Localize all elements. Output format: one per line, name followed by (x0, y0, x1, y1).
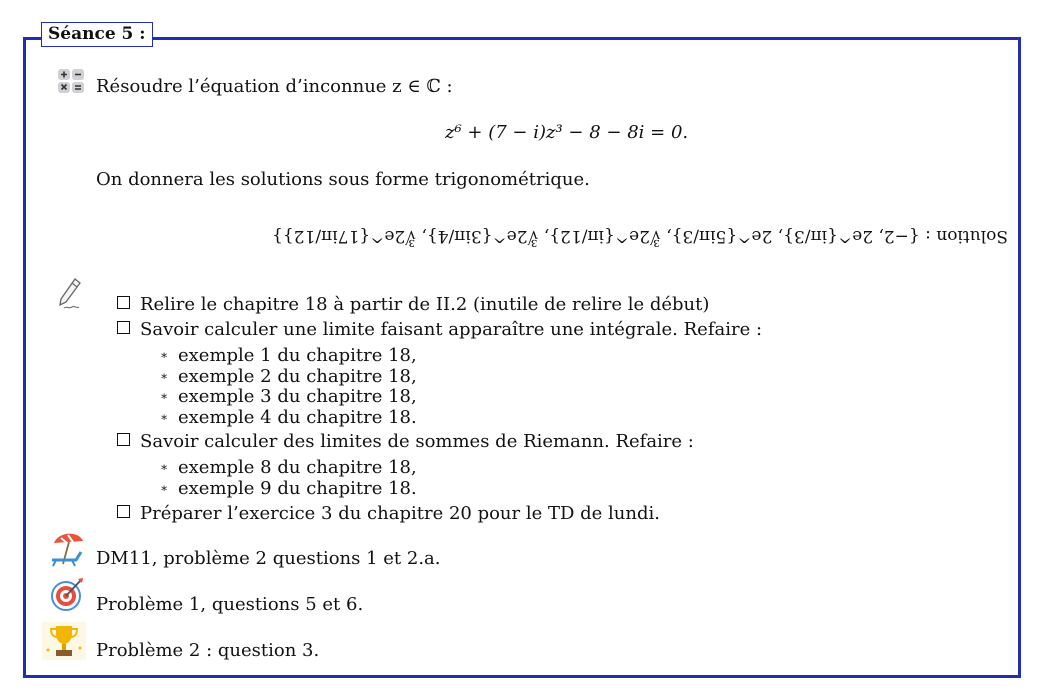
homework-trophy: Problème 2 : question 3. (96, 640, 320, 661)
list-item: ∗ exemple 3 du chapitre 18, (160, 386, 417, 407)
solution-upside-down: Solution : {−2, 2e^{iπ/3}, 2e^{5iπ/3}, ∛2e^{iπ/12}, ∛2e^{3iπ/4}, ∛2e^{17iπ/12}} (272, 226, 1008, 246)
checklist-item[interactable]: Relire le chapitre 18 à partir de II.2 (inutile de relire le début) (117, 294, 709, 315)
checkbox[interactable] (117, 505, 130, 518)
session-title: Séance 5 : (41, 22, 153, 47)
checklist-item[interactable]: Savoir calculer une limite faisant apparaître une intégrale. Refaire : (117, 319, 762, 340)
exercise-equation: z⁶ + (7 − i)z³ − 8 − 8i = 0. (445, 122, 689, 143)
exercise-prompt: Résoudre l’équation d’inconnue z ∈ ℂ : (96, 76, 453, 97)
pencil-icon (55, 277, 87, 313)
homework-dm: DM11, problème 2 questions 1 et 2.a. (96, 548, 441, 569)
checkbox[interactable] (117, 433, 130, 446)
target-icon (50, 576, 86, 612)
exercise-instruction: On donnera les solutions sous forme trigonométrique. (96, 169, 590, 190)
beach-chair-icon (50, 530, 86, 568)
checkbox[interactable] (117, 296, 130, 309)
list-item: ∗ exemple 8 du chapitre 18, (160, 457, 417, 478)
trophy-icon (42, 622, 86, 660)
homework-target: Problème 1, questions 5 et 6. (96, 594, 364, 615)
calculator-icon (57, 68, 85, 94)
list-item: ∗ exemple 9 du chapitre 18. (160, 478, 417, 499)
list-item: ∗ exemple 4 du chapitre 18. (160, 407, 417, 428)
checkbox[interactable] (117, 321, 130, 334)
checklist-item[interactable]: Préparer l’exercice 3 du chapitre 20 pour le TD de lundi. (117, 503, 660, 524)
list-item: ∗ exemple 1 du chapitre 18, (160, 345, 417, 366)
list-item: ∗ exemple 2 du chapitre 18, (160, 366, 417, 387)
checklist-item[interactable]: Savoir calculer des limites de sommes de Riemann. Refaire : (117, 431, 694, 452)
